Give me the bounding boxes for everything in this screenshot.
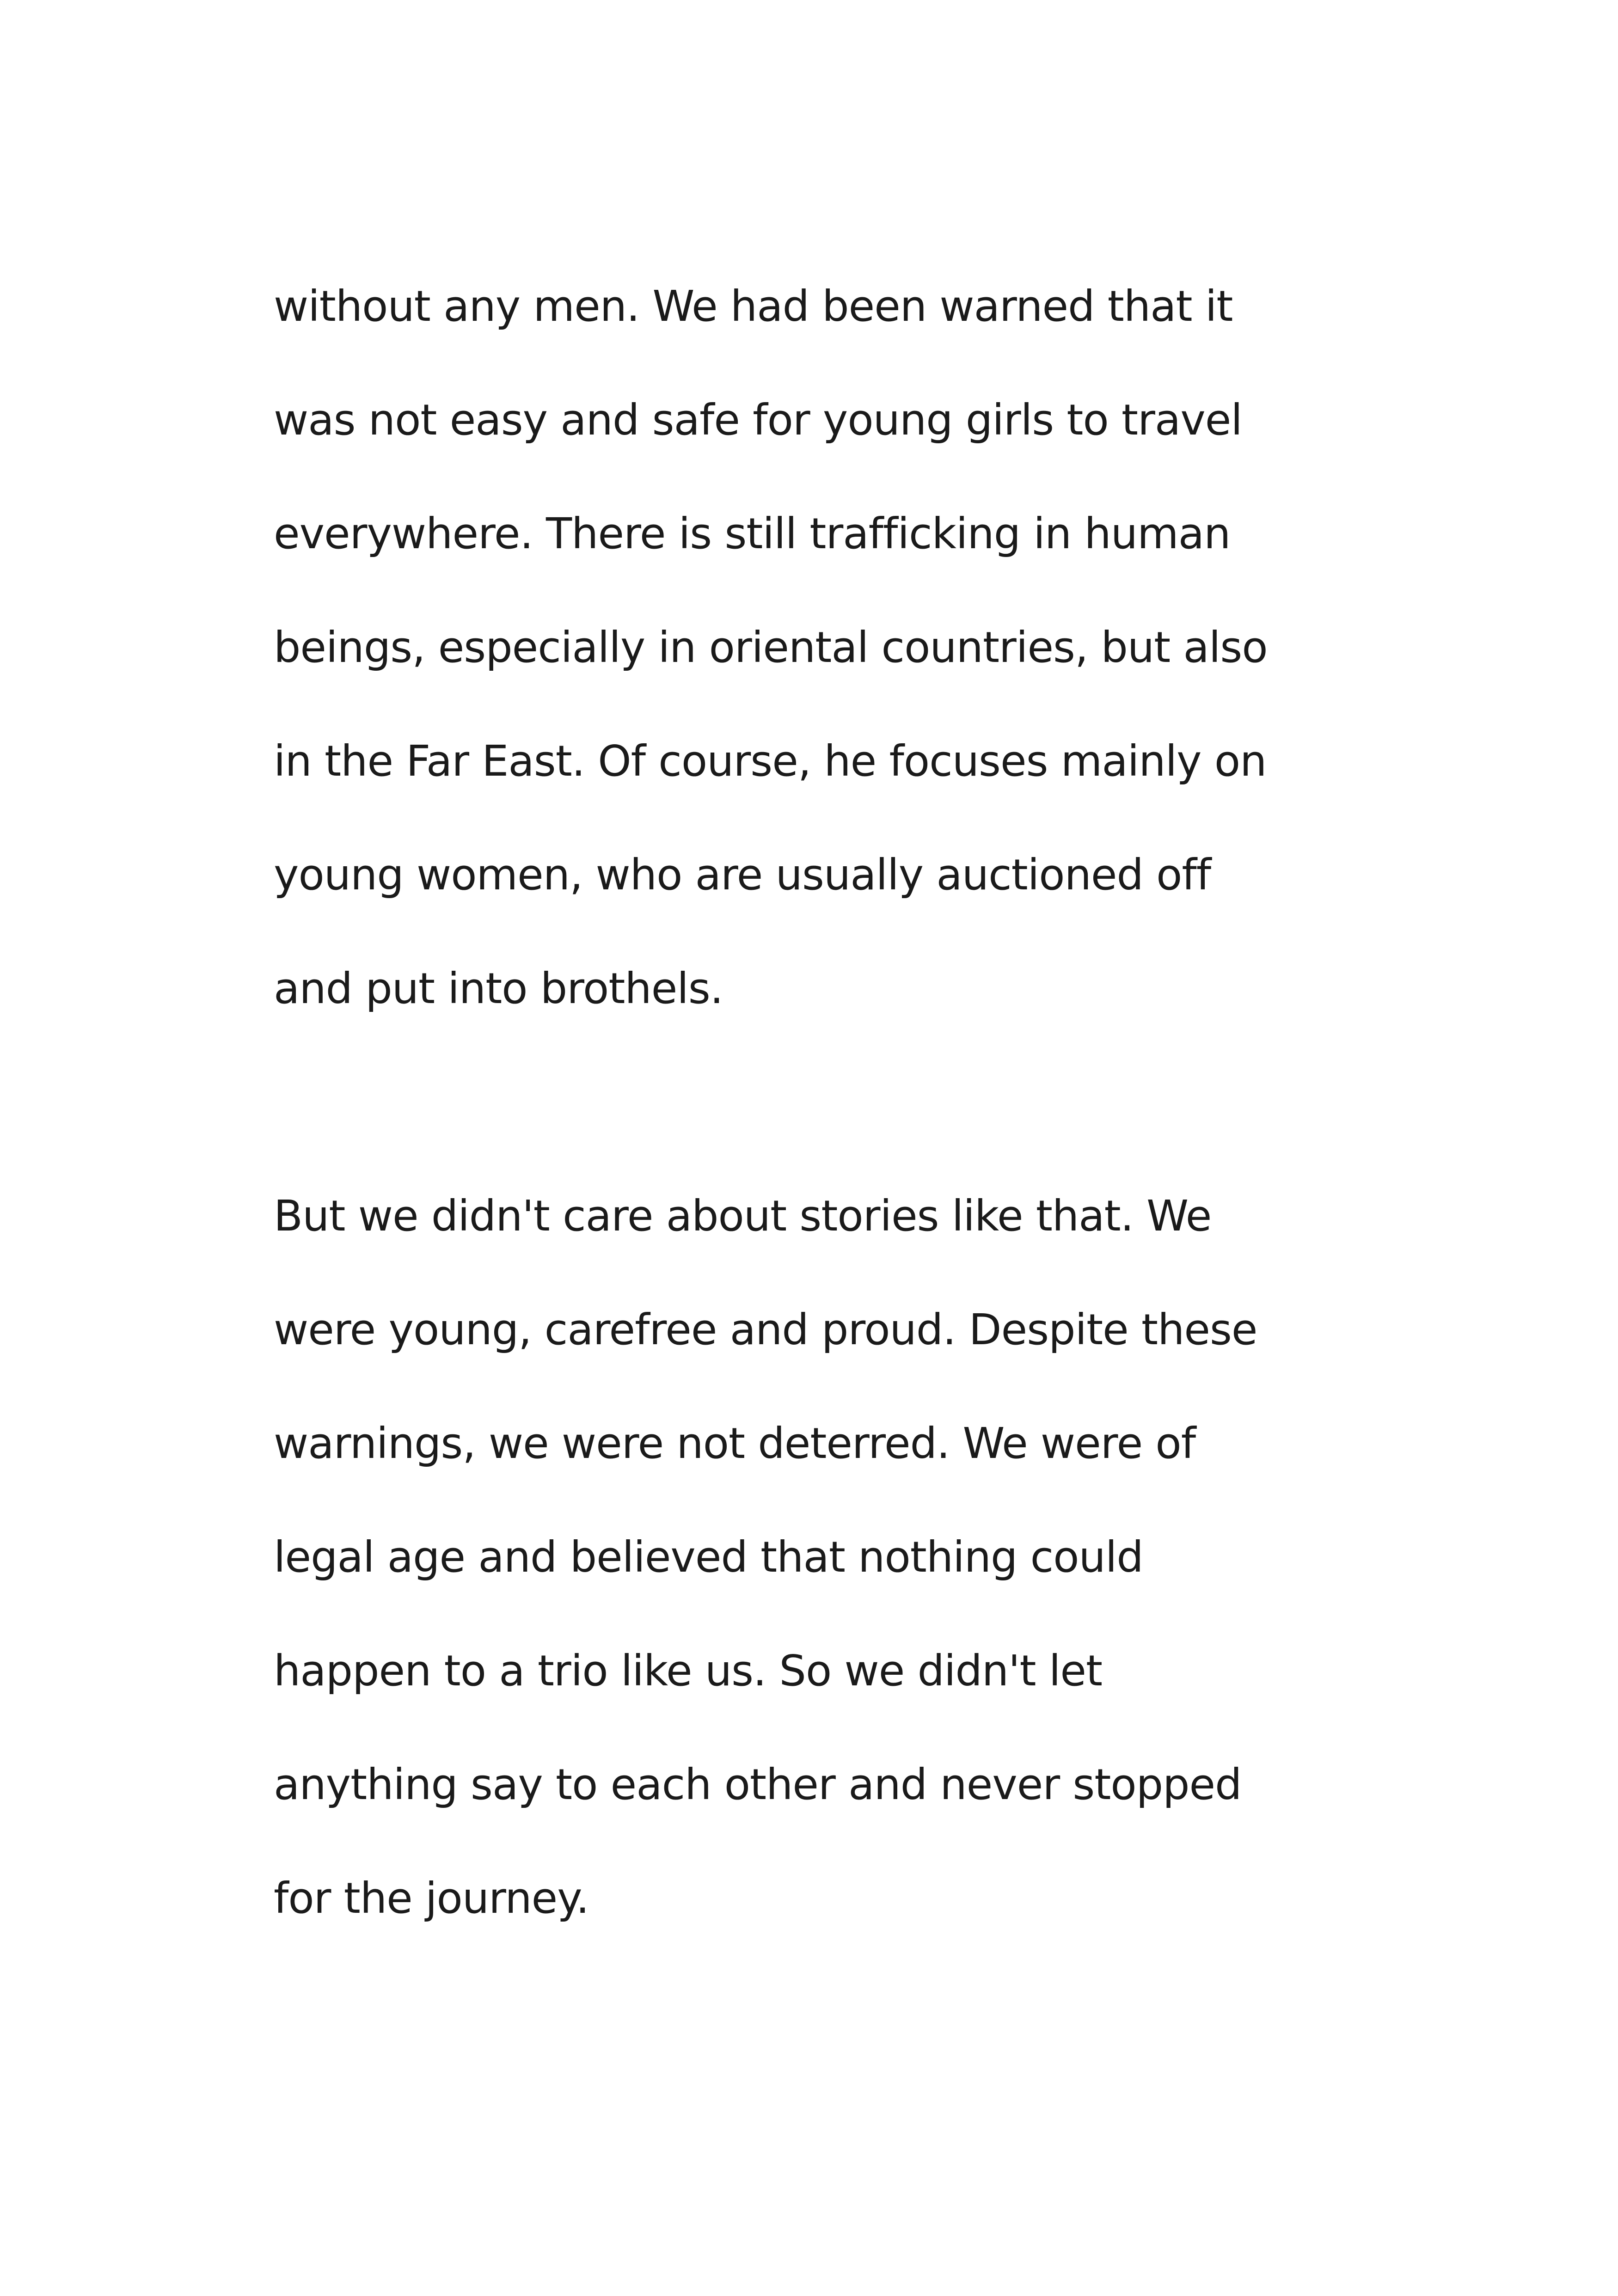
text-line: legal age and believed that nothing could — [274, 1532, 1143, 1582]
body-text — [274, 250, 1429, 1955]
text-line: was not easy and safe for young girls to travel — [274, 395, 1242, 445]
text-line: anything say to each other and never stopped — [274, 1760, 1242, 1809]
text-line: beings, especially in oriental countries, but also — [274, 623, 1268, 672]
text-line: happen to a trio like us. So we didn't let — [274, 1646, 1103, 1696]
text-line: for the journey. — [274, 1874, 589, 1923]
text-line: in the Far East. Of course, he focuses mainly on — [274, 736, 1267, 786]
text-line: warnings, we were not deterred. We were of — [274, 1419, 1196, 1468]
text-line: and put into brothels. — [274, 964, 723, 1013]
paragraph — [274, 250, 1429, 1046]
paragraph — [274, 1159, 1429, 1955]
text-line: were young, carefree and proud. Despite these — [274, 1305, 1257, 1354]
text-line: without any men. We had been warned that it — [274, 282, 1233, 331]
text-line: young women, who are usually auctioned off — [274, 850, 1211, 900]
paragraph-spacer — [274, 1046, 1429, 1159]
text-line: But we didn't care about stories like that. We — [274, 1191, 1212, 1241]
text-line: everywhere. There is still trafficking in human — [274, 509, 1231, 558]
